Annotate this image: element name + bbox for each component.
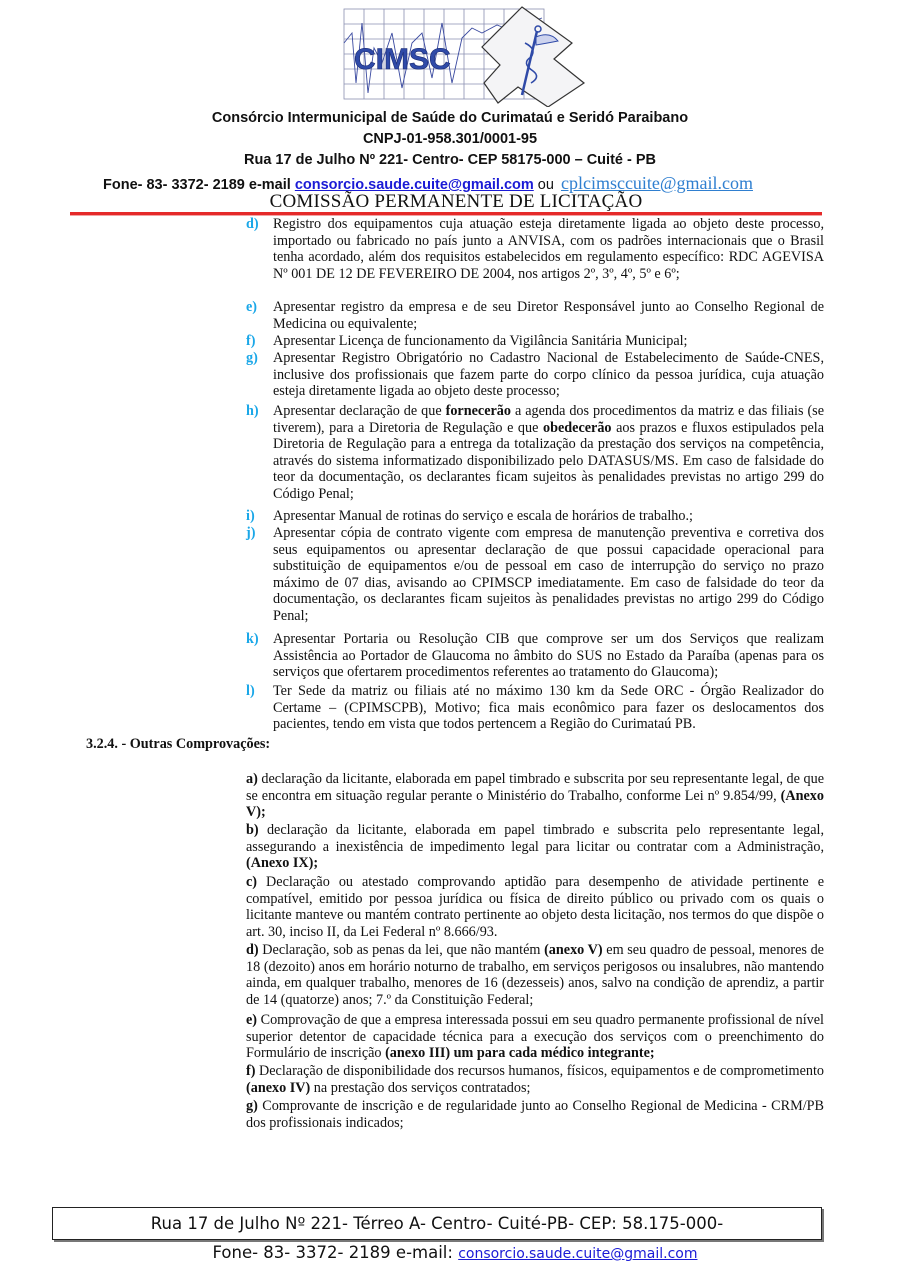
org-name: Consórcio Intermunicipal de Saúde do Curimataú e Seridó Paraibano: [211, 110, 689, 126]
item-marker: d): [246, 216, 259, 232]
item-marker: i): [246, 508, 255, 524]
footer-address-box: [52, 1207, 822, 1240]
item-text: Registro dos equipamentos cuja atuação esteja diretamente ligada ao objeto deste processo, importado ou fabricado no país junto a ANVISA, com os padrões internacionais que o Brasil tenha acordado, além dos requisitos estabelecidos em regulamento específico: RDC AGEVISA Nº 001 DE 12 DE FEVEREIRO DE 2004, nos artigos 2º, 3º, 4º, 5º e 6º;: [273, 216, 824, 282]
email-link-secondary[interactable]: cplcimsccuite@gmail.com: [560, 173, 753, 193]
requirement-paragraph: a) declaração da licitante, elaborada em papel timbrado e subscrita por seu representante legal, de que se encontra em situação regular perante o Ministério do Trabalho, conforme Lei nº 9.854/99, (Anexo V);: [246, 771, 824, 821]
requirement-paragraph: e) Comprovação de que a empresa interessada possui em seu quadro permanente profissional de nível superior detentor de capacidade técnica para a execução dos serviços com o preenchimento do Formulário de inscrição (anexo III) um para cada médico integrante;: [246, 1012, 824, 1062]
header-divider: [70, 212, 822, 215]
requirement-paragraph: d) Declaração, sob as penas da lei, que não mantém (anexo V) em seu quadro de pessoal, menores de 18 (dezoito) anos em horário noturno de trabalho, em serviços perigosos ou insalubres, não mantendo ainda, em qualquer trabalho, menores de 16 (dezesseis) anos, salvo na condição de aprendiz, a partir de 14 (quatorze) anos; 7.º da Constituição Federal;: [246, 942, 824, 1008]
item-text: Apresentar Manual de rotinas do serviço e escala de horários de trabalho.;: [273, 508, 693, 524]
footer-address: Rua 17 de Julho Nº 221- Térreo A- Centro- Cuité-PB- CEP: 58.175-000-: [150, 1214, 724, 1233]
list-item: [246, 216, 824, 282]
requirement-paragraph: g) Comprovante de inscrição e de regularidade junto ao Conselho Regional de Medicina - CRM/PB dos profissionais indicados;: [246, 1098, 824, 1131]
requirement-paragraph: f) Declaração de disponibilidade dos recursos humanos, físicos, equipamentos e de comprometimento (anexo IV) na prestação dos serviços contratados;: [246, 1063, 824, 1096]
item-marker: f): [246, 333, 256, 349]
list-item: [246, 508, 824, 525]
list-item: [246, 683, 824, 733]
paragraph-marker: d): [246, 942, 259, 958]
requirement-paragraph: c) Declaração ou atestado comprovando aptidão para desempenho de atividade pertinente e compatível, emitido por pessoa jurídica ou física de direito público ou privado com os quais o licitante manteve ou mantém contrato pertinente ao objeto desta licitação, nos termos do que dispõe o art. 30, inciso II, da Lei Federal nº 8.666/93.: [246, 874, 824, 940]
org-cnpj: CNPJ-01-958.301/0001-95: [362, 131, 538, 147]
paragraph-marker: f): [246, 1063, 256, 1079]
list-item: [246, 350, 824, 400]
item-text: Apresentar cópia de contrato vigente com empresa de manutenção preventiva e corretiva dos seus equipamentos ou apresentar declaração de que possui capacidade operacional para substituição de equipamentos e/ou de pessoal em caso de interrupção do serviço no prazo máximo de 07 dias, avisando ao CPIMSCP imediatamente. Em caso de falsidade do teor da documentação, os declarantes ficam sujeitos às penalidades previstas no artigo 299 do Código Penal;: [273, 525, 824, 624]
svg-text:CIMSC: CIMSC: [354, 43, 451, 76]
item-text: Apresentar Registro Obrigatório no Cadastro Nacional de Estabelecimento de Saúde-CNES, inclusive dos profissionais que fazem parte do corpo clínico da pessoa jurídica, cuja atuação esteja diretamente ligada ao objeto deste processo;: [273, 350, 824, 400]
item-text: Ter Sede da matriz ou filiais até no máximo 130 km da Sede ORC - Órgão Realizador do Certame – (CPIMSCPB), Motivo; fica mais econômico para fazer os deslocamentos dos pacientes, tendo em vista que todos pertencem a Região do Curimataú PB.: [273, 683, 824, 733]
section-heading: 3.2.4. - Outras Comprovações:: [86, 736, 271, 752]
item-marker: l): [246, 683, 255, 699]
list-item: [246, 631, 824, 681]
org-phone: Fone- 83- 3372- 2189 e-mail: [103, 177, 295, 193]
item-marker: k): [246, 631, 259, 647]
item-marker: g): [246, 350, 258, 366]
cimsc-logo: [322, 3, 588, 107]
item-marker: e): [246, 299, 258, 315]
item-text: Apresentar declaração de que fornecerão a agenda dos procedimentos da matriz e das filiais (se tiverem), para a Diretoria de Regulação e que obedecerão aos prazos e fluxos estipulados pela Diretoria de Regulação para a entrega da totalização da prestação dos serviços na competência, através do sistema informatizado disponibilizado pelo DATASUS/MS. Em caso de falsidade do teor da documentação, os declarantes ficam sujeitos às penalidades previstas no artigo 299 do Código Penal;: [273, 403, 824, 502]
list-item: [246, 333, 824, 350]
or-text: ou: [533, 177, 558, 193]
list-item: [246, 403, 824, 503]
item-text: Apresentar Portaria ou Resolução CIB que comprove ser um dos Serviços que realizam Assistência ao Portador de Glaucoma no âmbito do SUS no Estado da Paraíba (apenas para os serviços que ofertarem procedimentos referentes ao tratamento do Glaucoma);: [273, 631, 824, 681]
footer-contact: [0, 1243, 900, 1262]
email-link-primary[interactable]: consorcio.saude.cuite@gmail.com: [294, 177, 534, 193]
paragraph-marker: a): [246, 771, 258, 787]
item-marker: h): [246, 403, 259, 419]
footer-phone: Fone- 83- 3372- 2189 e-mail:: [212, 1243, 459, 1262]
footer-email-link[interactable]: consorcio.saude.cuite@gmail.com: [458, 1246, 698, 1262]
item-marker: j): [246, 525, 256, 541]
item-text: Apresentar Licença de funcionamento da Vigilância Sanitária Municipal;: [273, 333, 688, 349]
paragraph-marker: b): [246, 822, 259, 838]
requirement-paragraph: b) declaração da licitante, elaborada em papel timbrado e subscrita pelo representante legal, assegurando a inexistência de impedimento legal para licitar ou contratar com a Administração, (Anexo IX);: [246, 822, 824, 872]
item-text: Apresentar registro da empresa e de seu Diretor Responsável junto ao Conselho Regional de Medicina ou equivalente;: [273, 299, 824, 332]
list-item: [246, 525, 824, 625]
org-address: Rua 17 de Julho Nº 221- Centro- CEP 58175-000 – Cuité - PB: [244, 152, 656, 168]
paragraph-marker: c): [246, 874, 258, 890]
paragraph-marker: g): [246, 1098, 258, 1114]
list-item: [246, 299, 824, 332]
paragraph-marker: e): [246, 1012, 258, 1028]
commission-title: COMISSÃO PERMANENTE DE LICITAÇÃO: [269, 191, 643, 212]
